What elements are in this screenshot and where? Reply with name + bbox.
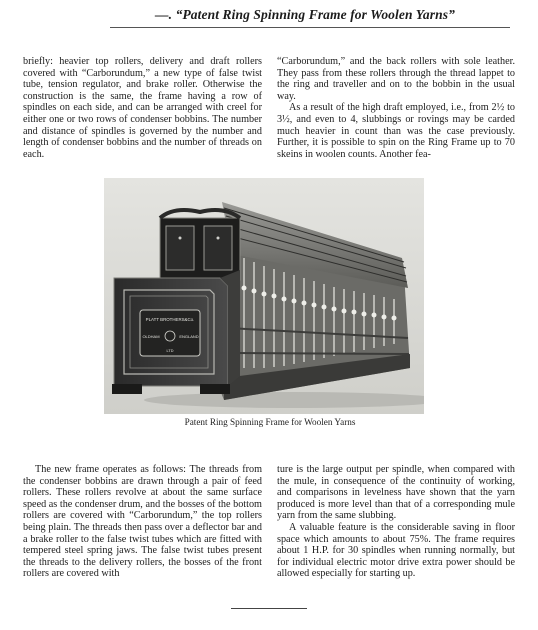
plate-line-3: ENGLAND: [179, 334, 199, 339]
page-header: [100, 6, 510, 24]
maker-plate: [140, 310, 200, 356]
header-title: —. “Patent Ring Spinning Frame for Woolen Yarns”: [155, 7, 455, 22]
paragraph: As a result of the high draft employed, i.e., from 2½ to 3½, and even to 4, slubbings or rovings may be carded much heavier in count than was the case previously. Further, it is possible to spin on the Ring Frame up to 70 skeins in woolen counts. Another fea-: [277, 102, 515, 160]
paragraph: briefly: heavier top rollers, delivery and draft rollers covered with “Carborundum,” a new type of false twist tube, tension regulator, and brake roller. Otherwise the construction is the same, the frame having a row of spindles on each side, and can be arranged with creel for either one or two rows of condenser bobbins. The number and distance of spindles is governed by the number and length of condenser bobbins and the number of threads on each.: [23, 56, 262, 160]
paragraph: ture is the large output per spindle, when compared with the mule, in consequence of the continuity of working, and comparisons in levelness have shown that the yarn produced is more level than that of a corresponding mule yarn from the same slubbing.: [277, 464, 515, 522]
text-column-top-left: [23, 56, 262, 160]
paragraph: The new frame operates as follows: The threads from the condenser bobbins are drawn through a pair of feed rollers. These rollers revolve at about the same surface speed as the condenser drum, and the bosses of the bottom rollers are covered with “Carborundum,” the top rollers being plain. The threads then pass over a deflector bar and a brake roller to the false twist tubes which are fitted with tempered steel spring jaws. The false twist tubes present the threads to the delivery rollers, the bosses of the front rollers are covered with: [23, 464, 262, 580]
text-column-bottom-right: [277, 464, 515, 580]
figure-caption: Patent Ring Spinning Frame for Woolen Yarns: [184, 417, 356, 427]
text-column-top-right: [277, 56, 515, 160]
plate-line-2: OLDHAM: [142, 334, 160, 339]
spinning-frame-photograph: [104, 178, 424, 414]
plate-line-1: PLATT BROTHERS&Co.: [145, 317, 195, 322]
plate-line-4: LTD: [166, 349, 174, 353]
paragraph: A valuable feature is the considerable saving in floor space which amounts to about 75%. The frame requires about 1 H.P. for 30 spindles when running normally, but for individual electric motor drive extra power should be allowed especially for starting up.: [277, 521, 515, 580]
footer-rule: [231, 608, 307, 609]
text-column-bottom-left: [23, 464, 262, 580]
header-rule: [110, 27, 510, 28]
paragraph: “Carborundum,” and the back rollers with sole leather. They pass from these rollers through the thread lappet to the ring and traveller and on to the bobbin in the usual way.: [277, 56, 515, 102]
